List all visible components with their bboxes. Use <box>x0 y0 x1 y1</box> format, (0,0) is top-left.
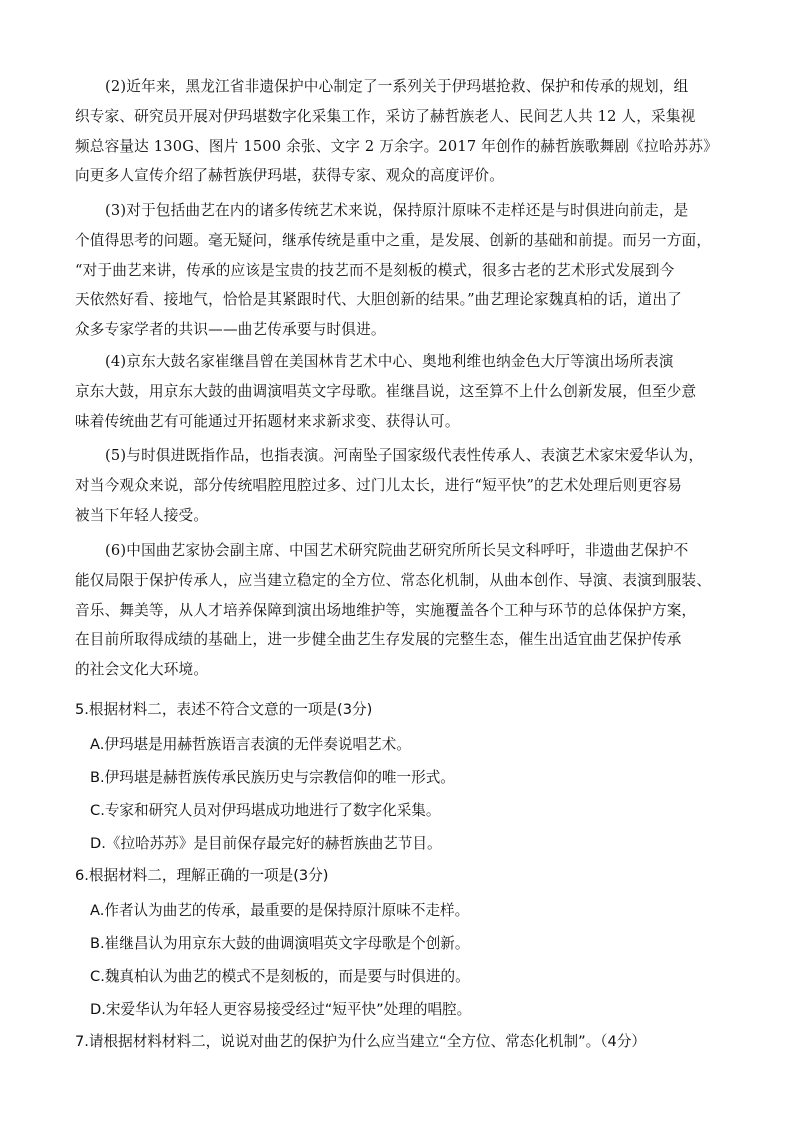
paragraph-line: 在目前所取得成绩的基础上，进一步健全曲艺生存发展的完整生态，催生出适宜曲艺保护传承 <box>75 631 682 649</box>
paragraph-line: 的社会文化大环境。 <box>75 661 209 679</box>
paragraph-line: 京东大鼓，用京东大鼓的曲调演唱英文字母歌。崔继昌说，这至算不上什么创新发展，但至少意 <box>75 382 697 400</box>
question-7-stem: 7.请根据材料材料二，说说对曲艺的保护为什么应当建立“全方位、常态化机制”。（4分） <box>75 1033 647 1050</box>
paragraph-line: “对于曲艺来讲，传承的应该是宝贵的技艺而不是刻板的模式，很多古老的艺术形式发展到今 <box>75 261 675 279</box>
paragraph-line: (6)中国曲艺家协会副主席、中国艺术研究院曲艺研究所所长吴文科呼吁，非遗曲艺保护不 <box>105 542 689 559</box>
question-6-option-d: D.宋爱华认为年轻人更容易接受经过“短平快”处理的唱腔。 <box>90 1001 472 1018</box>
paragraph-4 <box>75 347 735 436</box>
question-5-option-a: A.伊玛堪是用赫哲族语言表演的无伴奏说唱艺术。 <box>90 736 411 753</box>
paragraph-3 <box>75 196 735 345</box>
paragraph-line: (3)对于包括曲艺在内的诸多传统艺术来说，保持原汁原味不走样还是与时俱进向前走，是 <box>105 202 689 219</box>
paragraph-line: (2)近年来，黑龙江省非遗保护中心制定了一系列关于伊玛堪抢救、保护和传承的规划，组 <box>105 78 689 95</box>
question-6-option-b: B.崔继昌认为用京东大鼓的曲调演唱英文字母歌是个创新。 <box>90 935 470 952</box>
question-6-option-c: C.魏真柏认为曲艺的模式不是刻板的，而是要与时俱进的。 <box>90 968 470 985</box>
paragraph-2 <box>75 72 735 191</box>
paragraph-line: 个值得思考的问题。毫无疑问，继承传统是重中之重，是发展、创新的基础和前提。而另一方面， <box>75 231 712 249</box>
paragraph-line: 向更多人宣传介绍了赫哲族伊玛堪，获得专家、观众的高度评价。 <box>75 167 505 185</box>
paragraph-line: 能仅局限于保护传承人，应当建立稳定的全方位、常态化机制，从曲本创作、导演、表演到服装、 <box>75 571 712 589</box>
question-5-option-b: B.伊玛堪是赫哲族传承民族历史与宗教信仰的唯一形式。 <box>90 769 455 786</box>
paragraph-6 <box>75 536 735 685</box>
paragraph-line: 被当下年轻人接受。 <box>75 506 209 524</box>
paragraph-line: 音乐、舞美等，从人才培养保障到演出场地维护等，实施覆盖各个工种与环节的总体保护方案， <box>75 601 697 619</box>
paragraph-line: (5)与时俱进既指作品，也指表演。河南坠子国家级代表性传承人、表演艺术家宋爱华认为， <box>105 447 704 464</box>
question-6-stem: 6.根据材料二，理解正确的一项是(3分) <box>75 867 329 884</box>
question-5-option-d: D.《拉哈苏苏》是目前保存最完好的赫哲族曲艺节目。 <box>90 835 442 852</box>
paragraph-5 <box>75 441 735 530</box>
paragraph-line: 天依然好看、接地气，恰恰是其紧跟时代、大胆创新的结果。”曲艺理论家魏真柏的话，道出了 <box>75 291 682 309</box>
question-5-option-c: C.专家和研究人员对伊玛堪成功地进行了数字化采集。 <box>90 802 441 819</box>
question-6-option-a: A.作者认为曲艺的传承，最重要的是保持原汁原味不走样。 <box>90 902 470 919</box>
paragraph-line: 织专家、研究员开展对伊玛堪数字化采集工作，采访了赫哲族老人、民间艺人共 12 人，采集视 <box>75 107 696 125</box>
paragraph-line: (4)京东大鼓名家崔继昌曾在美国林肯艺术中心、奥地利维也纳金色大厅等演出场所表演 <box>105 353 674 370</box>
paragraph-line: 对当今观众来说，部分传统唱腔甩腔过多、过门儿太长，进行“短平快”的艺术处理后则更容易 <box>75 476 683 494</box>
paragraph-line: 众多专家学者的共识——曲艺传承要与时俱进。 <box>75 321 386 339</box>
question-5-stem: 5.根据材料二，表述不符合文意的一项是(3分) <box>75 701 373 718</box>
paragraph-line: 频总容量达 130G、图片 1500 余张、文字 2 万余字。2017 年创作的赫哲族歌舞剧《拉哈苏苏》 <box>75 137 718 155</box>
paragraph-line: 味着传统曲艺有可能通过开拓题材来求新求变、获得认可。 <box>75 412 460 430</box>
